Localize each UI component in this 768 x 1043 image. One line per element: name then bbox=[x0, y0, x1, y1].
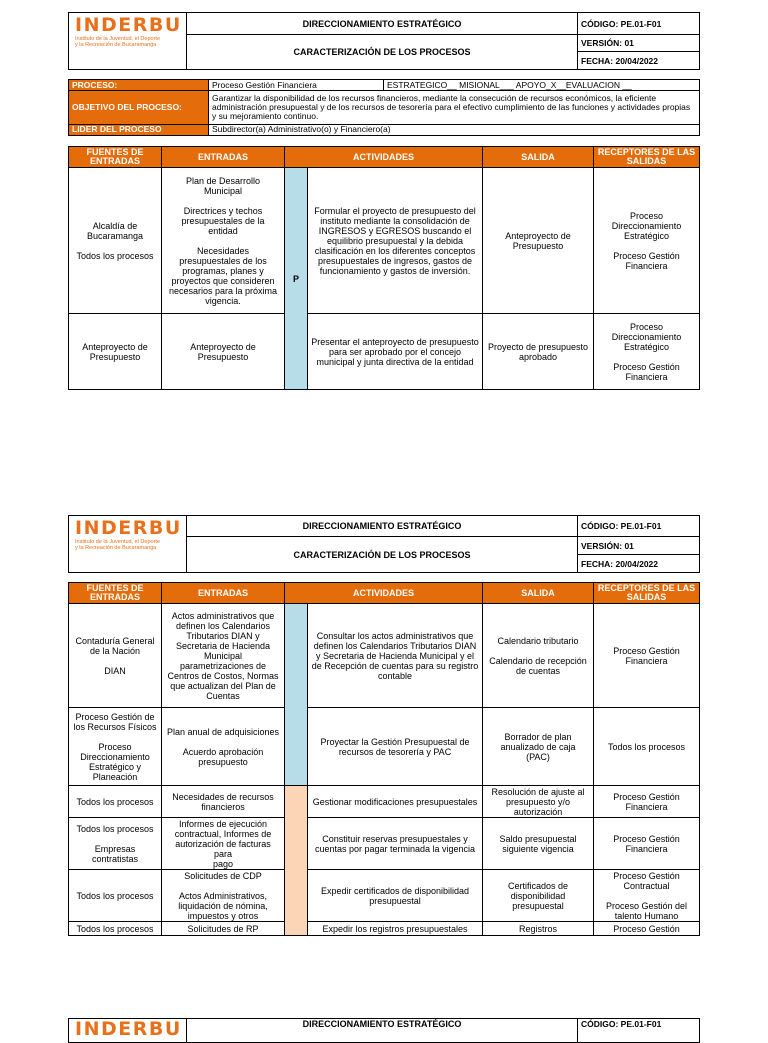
header-title-direccionamiento: DIRECCIONAMIENTO ESTRATÉGICO bbox=[187, 516, 578, 537]
logo bbox=[69, 516, 187, 573]
page3-header-partial bbox=[68, 1018, 700, 1043]
objetivo-value: Garantizar la disponibilidad de los recursos financieros, mediante la consecución de recursos económicos, la eficiente administración presupuestal y de los recursos de tesorería para el efectivo cumplimiento de las funciones y actividades propias y su mejoramiento continuo. bbox=[209, 91, 700, 125]
cell-fuentes: Todos los procesos bbox=[69, 786, 162, 818]
table-row bbox=[69, 818, 700, 870]
table-row bbox=[69, 168, 700, 314]
objetivo-label: OBJETIVO DEL PROCESO: bbox=[69, 91, 209, 125]
cell-salida: Certificados de disponibilidad presupuestal bbox=[483, 870, 594, 922]
table-row bbox=[69, 314, 700, 390]
col-entradas: ENTRADAS bbox=[162, 147, 285, 168]
proceso-label: PROCESO: bbox=[69, 80, 209, 91]
logo-wordmark: INDERBU bbox=[75, 1018, 182, 1040]
cell-salida: Borrador de plan anualizado de caja (PAC) bbox=[483, 708, 594, 786]
table-row bbox=[69, 870, 700, 922]
proceso-value: Proceso Gestión Financiera bbox=[209, 80, 384, 91]
cell-salida: Anteproyecto de Presupuesto bbox=[483, 168, 594, 314]
cell-receptores: Todos los procesos bbox=[594, 708, 700, 786]
cell-fuentes: Contaduría General de la Nación DIAN bbox=[69, 604, 162, 708]
logo-wordmark: INDERBU bbox=[75, 517, 182, 539]
cell-entradas: Necesidades de recursos financieros bbox=[162, 786, 285, 818]
col-fuentes: FUENTES DE ENTRADAS bbox=[69, 583, 162, 604]
col-entradas: ENTRADAS bbox=[162, 583, 285, 604]
table-row bbox=[69, 604, 700, 708]
page2-header bbox=[68, 515, 700, 573]
logo-subtitle: Instituto de la Juventud, el Deporte y la Recreación de Bucaramanga bbox=[75, 539, 160, 551]
logo-wordmark: INDERBU bbox=[75, 14, 182, 36]
cell-entradas: Solicitudes de RP bbox=[162, 922, 285, 936]
page2-process-table bbox=[68, 582, 700, 936]
cell-actividades: Expedir los registros presupuestales bbox=[308, 922, 483, 936]
phase-marker: P bbox=[285, 168, 308, 390]
header-title-direccionamiento: DIRECCIONAMIENTO ESTRATÉGICO bbox=[187, 13, 578, 35]
cell-actividades: Gestionar modificaciones presupuestales bbox=[308, 786, 483, 818]
cell-fuentes: Todos los procesos bbox=[69, 870, 162, 922]
col-actividades: ACTIVIDADES bbox=[285, 147, 483, 168]
cell-entradas: Plan de Desarrollo Municipal Directrices y techos presupuestales de la entidad Necesidades presupuestales de los programas, planes y proyectos que consideren necesarios para la próxima vigencia. bbox=[162, 168, 285, 314]
table-row bbox=[69, 708, 700, 786]
cell-receptores: Proceso Direccionamiento Estratégico Proceso Gestión Financiera bbox=[594, 168, 700, 314]
cell-receptores: Proceso Gestión Financiera bbox=[594, 786, 700, 818]
cell-actividades: Proyectar la Gestión Presupuestal de recursos de tesorería y PAC bbox=[308, 708, 483, 786]
col-actividades: ACTIVIDADES bbox=[285, 583, 483, 604]
table-row bbox=[69, 786, 700, 818]
header-codigo: CÓDIGO: PE.01-F01 bbox=[578, 516, 700, 537]
logo bbox=[69, 1019, 187, 1043]
cell-actividades: Presentar el anteproyecto de presupuesto para ser aprobado por el concejo municipal y junta directiva de la entidad bbox=[308, 314, 483, 390]
proceso-tipo: ESTRATEGICO__ MISIONAL___ APOYO_X__EVALUACION __ bbox=[384, 80, 700, 91]
cell-fuentes: Proceso Gestión de los Recursos Físicos Proceso Direccionamiento Estratégico y Planeación bbox=[69, 708, 162, 786]
cell-fuentes: Todos los procesos bbox=[69, 922, 162, 936]
cell-actividades: Constituir reservas presupuestales y cuentas por pagar terminada la vigencia bbox=[308, 818, 483, 870]
process-info-table bbox=[68, 79, 700, 136]
cell-entradas: Informes de ejecución contractual, Informes de autorización de facturas para pago bbox=[162, 818, 285, 870]
cell-entradas: Anteproyecto de Presupuesto bbox=[162, 314, 285, 390]
cell-salida: Calendario tributario Calendario de recepción de cuentas bbox=[483, 604, 594, 708]
phase-marker-blue bbox=[285, 604, 308, 786]
header-title-caracterizacion: CARACTERIZACIÓN DE LOS PROCESOS bbox=[187, 537, 578, 573]
page1-process-table bbox=[68, 146, 700, 390]
header-fecha: FECHA: 20/04/2022 bbox=[578, 555, 700, 573]
header-title-direccionamiento: DIRECCIONAMIENTO ESTRATÉGICO bbox=[187, 1019, 578, 1043]
cell-receptores: Proceso Gestión bbox=[594, 922, 700, 936]
col-receptores: RECEPTORES DE LAS SALIDAS bbox=[594, 583, 700, 604]
cell-salida: Registros bbox=[483, 922, 594, 936]
header-codigo: CÓDIGO: PE.01-F01 bbox=[578, 13, 700, 35]
logo-subtitle: Instituto de la Juventud, el Deporte y la Recreación de Bucaramanga bbox=[75, 36, 160, 48]
cell-actividades: Formular el proyecto de presupuesto del instituto mediante la consolidación de INGRESOS y EGRESOS buscando el equilibrio presupuestal y la debida clasificación en los diferentes conceptos presupuestales de ingresos, gastos de funcionamiento y gastos de inversión. bbox=[308, 168, 483, 314]
col-receptores: RECEPTORES DE LAS SALIDAS bbox=[594, 147, 700, 168]
cell-receptores: Proceso Gestión Financiera bbox=[594, 818, 700, 870]
header-version: VERSIÓN: 01 bbox=[578, 537, 700, 555]
table-row bbox=[69, 922, 700, 936]
cell-receptores: Proceso Direccionamiento Estratégico Proceso Gestión Financiera bbox=[594, 314, 700, 390]
header-fecha: FECHA: 20/04/2022 bbox=[578, 52, 700, 70]
lider-label: LIDER DEL PROCESO bbox=[69, 124, 209, 135]
cell-fuentes: Anteproyecto de Presupuesto bbox=[69, 314, 162, 390]
cell-salida: Saldo presupuestal siguiente vigencia bbox=[483, 818, 594, 870]
phase-marker-peach bbox=[285, 786, 308, 936]
header-codigo: CÓDIGO: PE.01-F01 bbox=[578, 1019, 700, 1043]
cell-salida: Resolución de ajuste al presupuesto y/o autorización bbox=[483, 786, 594, 818]
header-version: VERSIÓN: 01 bbox=[578, 35, 700, 52]
cell-actividades: Consultar los actos administrativos que definen los Calendarios Tributarios DIAN y Secretaria de Hacienda Municipal y el de Recepción de cuentas para su registro contable bbox=[308, 604, 483, 708]
cell-entradas: Solicitudes de CDP Actos Administrativos, liquidación de nómina, impuestos y otros bbox=[162, 870, 285, 922]
logo bbox=[69, 13, 187, 70]
cell-entradas: Actos administrativos que definen los Calendarios Tributarios DIAN y Secretaria de Hacienda Municipal parametrizaciones de Centros de Costos, Normas que actualizan del Plan de Cuentas bbox=[162, 604, 285, 708]
col-fuentes: FUENTES DE ENTRADAS bbox=[69, 147, 162, 168]
cell-actividades: Expedir certificados de disponibilidad presupuestal bbox=[308, 870, 483, 922]
cell-entradas: Plan anual de adquisiciones Acuerdo aprobación presupuesto bbox=[162, 708, 285, 786]
page1-header bbox=[68, 12, 700, 70]
cell-receptores: Proceso Gestión Contractual Proceso Gestión del talento Humano bbox=[594, 870, 700, 922]
cell-receptores: Proceso Gestión Financiera bbox=[594, 604, 700, 708]
header-title-caracterizacion: CARACTERIZACIÓN DE LOS PROCESOS bbox=[187, 35, 578, 70]
lider-value: Subdirector(a) Administrativo(o) y Financiero(a) bbox=[209, 124, 700, 135]
cell-fuentes: Alcaldía de Bucaramanga Todos los procesos bbox=[69, 168, 162, 314]
col-salida: SALIDA bbox=[483, 583, 594, 604]
col-salida: SALIDA bbox=[483, 147, 594, 168]
cell-salida: Proyecto de presupuesto aprobado bbox=[483, 314, 594, 390]
cell-fuentes: Todos los procesos Empresas contratistas bbox=[69, 818, 162, 870]
